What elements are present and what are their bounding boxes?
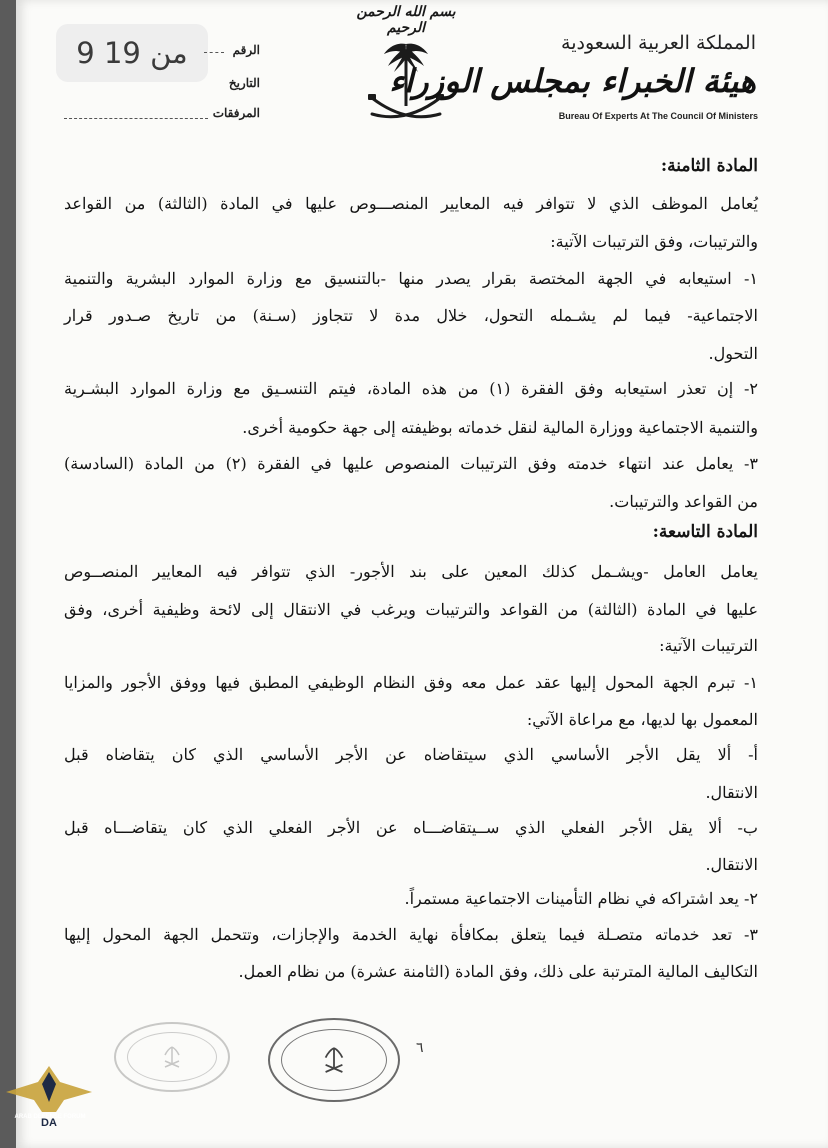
body-text-line: أ- ألا يقل الأجر الأساسي الذي سيتقاضاه عن الأجر الأساسي الذي كان يتقاضاه قبل: [64, 745, 758, 764]
body-text-line: ٢- إن تعذر استيعابه وفق الفقرة (١) من هذه المادة، فيتم التنسـيق مع وزارة الموارد البشـرية: [64, 379, 759, 398]
stamp-palm-icon: [162, 1045, 182, 1069]
stamp-palm-icon: [322, 1045, 346, 1075]
page-counter-label: 9 من 19: [76, 36, 188, 70]
date-label: التاريخ: [228, 76, 260, 90]
page-number: ٦: [416, 1040, 424, 1056]
body-text-line: الانتقال.: [705, 855, 758, 874]
body-text-line: ١- استيعابه في الجهة المختصة بقرار يصدر منها -بالتنسيق مع وزارة الموارد البشرية والتنمية: [64, 269, 758, 288]
body-text-line: ٣- تعد خدماته متصـلة فيما يتعلق بمكافأة نهاية الخدمة والإجازات، وتتحمل الجهة المحول إليها: [64, 925, 758, 944]
body-text-line: ٢- يعد اشتراكه في نظام التأمينات الاجتماعية مستمراً.: [404, 889, 758, 908]
body-text-line: ب- ألا يقل الأجر الفعلي الذي ســيتقاضـــاه عن الأجر الفعلي الذي كان يتقاضـــاه قبل: [64, 818, 758, 837]
body-text-line: المعمول بها لديها، مع مراعاة الآتي:: [526, 710, 758, 729]
document-body: [16, 0, 828, 1148]
body-text-line: التحول.: [708, 344, 758, 363]
body-text-line: التكاليف المالية المترتبة على ذلك، وفق المادة (الثامنة عشرة) من نظام العمل.: [238, 962, 758, 981]
kingdom-title: المملكة العربية السعودية: [561, 32, 756, 54]
body-text-line: عليها في المادة (الثالثة) من القواعد والترتيبات ويرغب في الانتقال إلى لائحة وظيفية أخرى، وفق: [64, 600, 758, 619]
article-heading: المادة التاسعة:: [652, 522, 758, 542]
body-text-line: الاجتماعية- فيما لم يشـمله التحول، خلال مدة لا تتجاوز (سـنة) من تاريخ صـدور قرار: [64, 306, 758, 325]
basmala: بسم الله الرحمن الرحيم: [356, 4, 456, 36]
bureau-title-english: Bureau Of Experts At The Council Of Ministers: [558, 111, 758, 121]
body-text-line: ٣- يعامل عند انتهاء خدمته وفق الترتيبات المنصوص عليها في الفقرة (٢) من المادة (السادسة): [64, 454, 758, 473]
body-text-line: الترتيبات الآتية:: [659, 636, 758, 655]
faded-stamp: [114, 1022, 230, 1092]
body-text-line: الانتقال.: [705, 783, 758, 802]
attachments-label: المرفقات: [212, 106, 260, 120]
body-text-line: من القواعد والترتيبات.: [609, 492, 758, 511]
watermark-abbr: DA: [41, 1117, 57, 1129]
official-stamp: [268, 1018, 400, 1102]
watermark-name: ARAB DEFENSE FORUM: [14, 1114, 86, 1120]
body-text-line: والترتيبات، وفق الترتيبات الآتية:: [550, 232, 758, 251]
bureau-title-arabic: هيئة الخبراء بمجلس الوزراء: [389, 62, 756, 100]
body-text-line: يُعامل الموظف الذي لا تتوافر فيه المعايير المنصـــوص عليها في المادة (الثالثة) من القواعد: [64, 194, 759, 213]
body-text-line: والتنمية الاجتماعية ووزارة المالية لنقل خدماته بوظيفته إلى جهة حكومية أخرى.: [242, 418, 758, 437]
forum-logo-icon: [0, 1062, 98, 1148]
document-page: [16, 0, 828, 1148]
article-heading: المادة الثامنة:: [660, 156, 758, 176]
body-text-line: يعامل العامل -ويشـمل كذلك المعين على بند الأجور- الذي تتوافر فيه المعايير المنصــوص: [64, 562, 758, 581]
body-text-line: ١- تبرم الجهة المحول إليها عقد عمل معه وفق النظام الوظيفي المطبق فيها ووفق الأجور والمزايا: [64, 673, 758, 692]
ref-number-label: الرقم: [232, 43, 260, 57]
